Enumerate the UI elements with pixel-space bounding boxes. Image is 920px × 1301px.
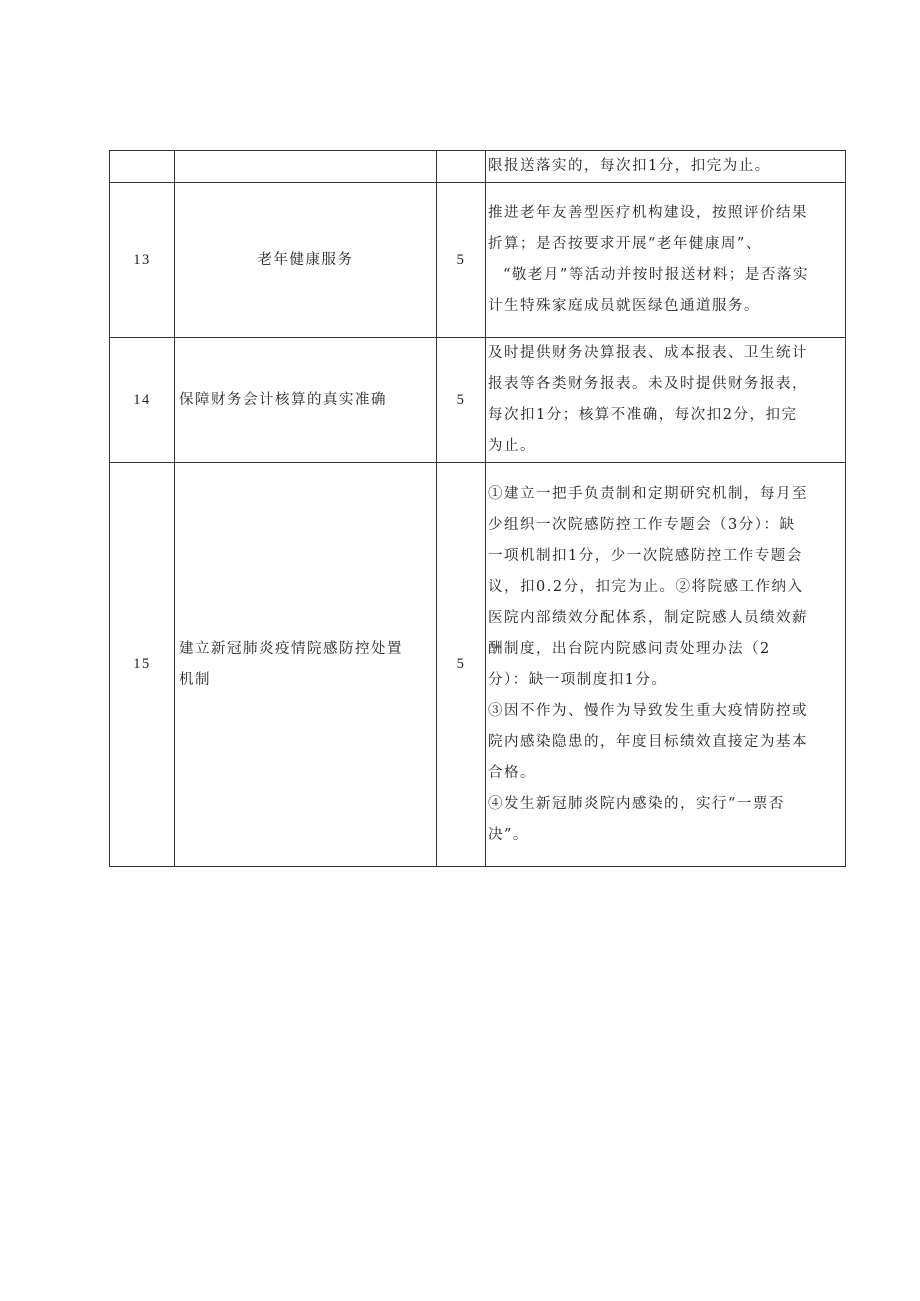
rule-cell	[486, 183, 846, 338]
score-cell: 5	[437, 183, 486, 338]
item-line: 建立新冠肺炎疫情院感防控处置	[179, 640, 403, 657]
rule-line: 合格。	[488, 764, 536, 781]
rule-line: 院内感染隐患的，年度目标绩效直接定为基本	[488, 733, 808, 750]
item-cell	[175, 463, 437, 867]
rule-line: “敬老月”等活动并按时报送材料；是否落实	[503, 267, 809, 283]
row-number-cell	[110, 151, 175, 183]
table-row	[110, 151, 846, 183]
row-number-cell: 13	[110, 183, 175, 338]
rule-line: ①建立一把手负责制和定期研究机制，每月至	[488, 485, 808, 502]
rule-line: 少组织一次院感防控工作专题会（3分）：缺	[488, 516, 796, 533]
item-cell: 保障财务会计核算的真实准确	[175, 338, 437, 463]
rule-line: 医院内部绩效分配体系，制定院感人员绩效薪	[488, 609, 808, 626]
rule-line: 酬制度，出台院内院感问责处理办法（2	[488, 640, 771, 657]
row-number-cell: 15	[110, 463, 175, 867]
score-table	[109, 150, 846, 867]
rule-line: 一项机制扣1分，少一次院感防控工作专题会	[488, 547, 803, 564]
table-row	[110, 338, 846, 463]
rule-line: 折算；是否按要求开展“老年健康周”、	[488, 236, 762, 252]
rule-line: 报表等各类财务报表。未及时提供财务报表，	[488, 376, 808, 392]
score-cell	[437, 151, 486, 183]
rule-line: 推进老年友善型医疗机构建设，按照评价结果	[488, 205, 808, 221]
rule-line: 及时提供财务决算报表、成本报表、卫生统计	[488, 345, 808, 361]
rule-line: 议，扣0.2分，扣完为止。②将院感工作纳入	[488, 578, 804, 595]
rule-line: 决”。	[488, 826, 529, 843]
item-cell	[175, 151, 437, 183]
rule-line: 分）：缺一项制度扣1分。	[488, 671, 668, 688]
table-row	[110, 183, 846, 338]
rule-line: 计生特殊家庭成员就医绿色通道服务。	[488, 298, 760, 314]
rule-line: 为止。	[488, 438, 536, 454]
row-number-cell: 14	[110, 338, 175, 463]
score-cell: 5	[437, 463, 486, 867]
item-cell: 老年健康服务	[175, 183, 437, 338]
rule-line: ③因不作为、慢作为导致发生重大疫情防控或	[488, 702, 808, 719]
score-cell: 5	[437, 338, 486, 463]
rule-line: 每次扣1分；核算不准确，每次扣2分，扣完	[488, 407, 798, 423]
rule-cell	[486, 338, 846, 463]
rule-cell	[486, 151, 846, 183]
table-row	[110, 463, 846, 867]
rule-line: ④发生新冠肺炎院内感染的，实行“一票否	[488, 795, 785, 812]
rule-cell	[486, 463, 846, 867]
rule-line: 限报送落实的，每次扣1分，扣完为止。	[488, 158, 771, 174]
item-line: 机制	[179, 671, 211, 688]
